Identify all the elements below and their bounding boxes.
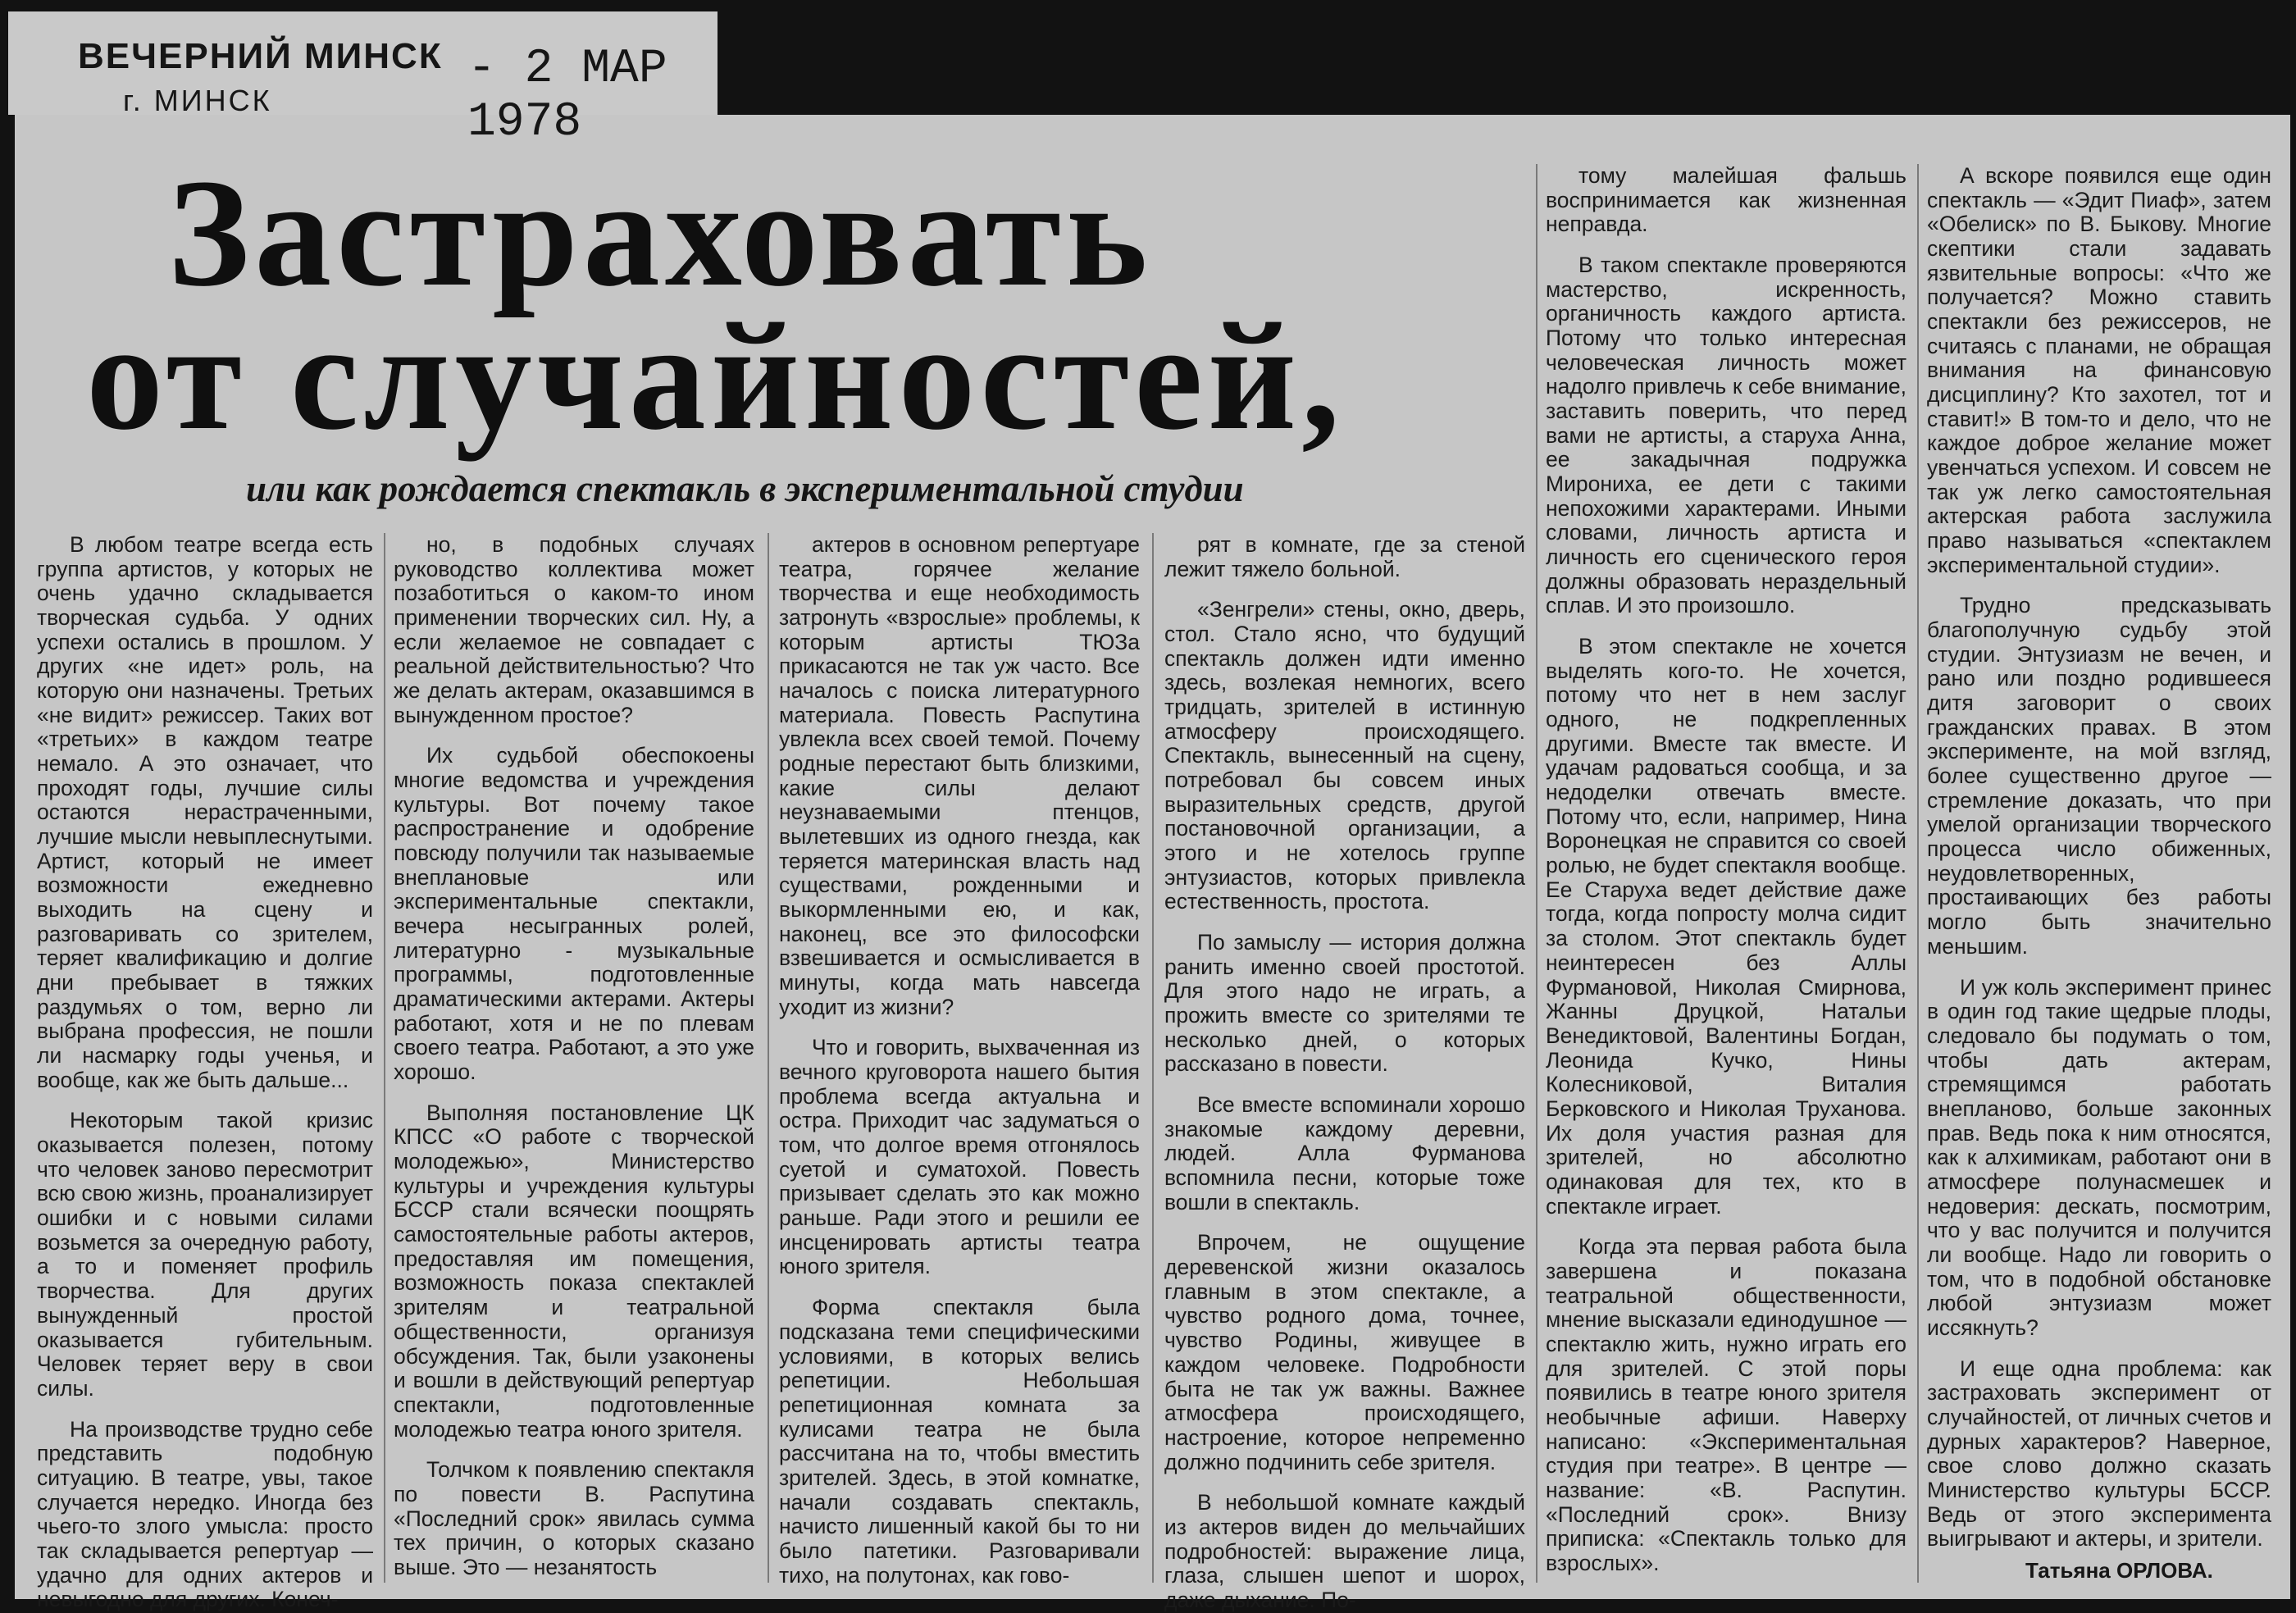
paragraph: рят в комнате, где за стеной лежит тяжело больной.	[1164, 532, 1525, 581]
article-column-5	[1546, 164, 1906, 1583]
article-column-6	[1927, 164, 2271, 1550]
paragraph: Когда эта первая работа была завершена и показана театральной общественности, мнение высказали единодушное — спектаклю жить, нужно играть его для зрителей. С этой поры появились в театре юного зрителя необычные афиши. Наверху написано: «Экспериментальная студия при театре». В центре — название: «В. Распутин. «Последний срок». Внизу приписка: «Спектакль только для взрослых».	[1546, 1234, 1906, 1575]
clipping-label	[8, 11, 718, 149]
paragraph: тому малейшая фальшь воспринимается как жизненная неправда.	[1546, 163, 1906, 237]
paragraph: В этом спектакле не хочется выделять кого-то. Не хочется, потому что нет в нем заслуг одного, не подкрепленных другими. Вместе так вместе. И удачам радоваться сообща, и за недоделки отвечать вместе. Потому что, если, например, Нина Воронецкая не справится со своей ролью, не будет спектакля вообще. Ее Старуха ведет действие даже тогда, когда попросту молча сидит за столом. Этот спектакль будет неинтересен без Аллы Фурмановой, Николая Смирнова, Жанны Друцкой, Натальи Венедиктовой, Валентины Богдан, Леонида Кучко, Нины Колесниковой, Виталия Берковского и Николая Труханова. Их доля участия разная для зрителей, но абсолютно одинаковая для тех, кто в спектакле играет.	[1546, 634, 1906, 1219]
paragraph: «Зенгрели» стены, окно, дверь, стол. Стало ясно, что будущий спектакль должен идти именно здесь, возлекая немногих, всего тридцать, зрителей в истинную атмосферу происходящего. Спектакль, вынесенный на сцену, потребовал бы совсем иных выразительных средств, другой постановочной организации, а этого и не хотелось группе энтузиастов, которых привлекла естественность, простота.	[1164, 597, 1525, 914]
paragraph: На производстве трудно себе представить подобную ситуацию. В театре, увы, такое случается нередко. Иногда без чьего-то злого умысла: просто так складывается репертуар — удачно для одних актеров и невыгодно для других. Конеч-	[37, 1416, 373, 1612]
paragraph: А вскоре появился еще один спектакль — «Эдит Пиаф», затем «Обелиск» по В. Быкову. Многие скептики стали задавать язвительные вопросы: «Что же получается? Можно ставить спектакли без режиссеров, не считаясь с планами, не обращая внимания на финансовую дисциплину? Кто захотел, тот и ставит!» В том-то и дело, что не каждое доброе желание может увенчаться успехом. И совсем не так уж легко самостоятельная актерская работа заслужила право называться «спектаклем экспериментальной студии».	[1927, 163, 2271, 577]
paragraph: В любом театре всегда есть группа артистов, у которых не очень удачно складывается творческая судьба. У одних успехи остались в прошлом. У других «не идет» роль, на которую они назначены. Третьих «не видит» режиссер. Таких вот «третьих» в каждом театре немало. А это означает, что проходят годы, лучшие силы остаются нерастраченными, лучшие мысли невыплеснутыми. Артист, который не имеет возможности ежедневно выходить на сцену и разговаривать со зрителем, теряет квалификацию и долгие дни пребывает в тяжких раздумьях о том, верно ли выбрана профессия, не пошли ли насмарку годы ученья, и вообще, как же быть дальше...	[37, 532, 373, 1092]
article-column-3	[779, 532, 1140, 1588]
article-column-2	[394, 533, 754, 1583]
headline-line-1: Застраховать	[168, 147, 1153, 318]
headline-line-2: от случайностей,	[86, 290, 1346, 462]
author-signature: Татьяна ОРЛОВА.	[2025, 1558, 2213, 1583]
paragraph: По замыслу — история должна ранить именно своей простотой. Для этого надо не играть, а прожить вместе со зрителями те несколько дней, о которых рассказано в повести.	[1164, 930, 1525, 1077]
paragraph: Выполняя постановление ЦК КПСС «О работе с творческой молодежью», Министерство культуры и учреждения культуры БССР стали всячески поощрять самостоятельные работы актеров, предоставляя им помещения, возможность показа спектаклей зрителям и театральной общественности, организуя обсуждения. Так, были узаконены и вошли в действующий репертуар спектакли, подготовленные молодежью театра юного зрителя.	[394, 1100, 754, 1442]
column-divider	[1536, 164, 1538, 1583]
column-divider	[1917, 164, 1919, 1583]
column-divider	[768, 533, 769, 1583]
paragraph: Некоторым такой кризис оказывается полезен, потому что человек заново пересмотрит всю свою жизнь, проанализирует ошибки и с новыми силами возьмется за очередную работу, а то и поменяет профиль творчества. Для других вынужденный простой оказывается губительным. Человек теряет веру в свои силы.	[37, 1108, 373, 1401]
clipping-date-stamp: - 2 МАР 1978	[467, 43, 667, 149]
paragraph: но, в подобных случаях руководство коллектива может позаботиться о каком-то ином применении творческих сил. Ну, а если желаемое не совпадает с реальной действительностью? Что же делать актерам, оказавшимся в вынужденном простое?	[394, 532, 754, 727]
paragraph: Все вместе вспоминали хорошо знакомые каждому деревни, людей. Алла Фурманова вспомнила песни, которые тоже вошли в спектакль.	[1164, 1092, 1525, 1214]
column-divider	[384, 533, 385, 1583]
article-subtitle: или как рождается спектакль в экспериментальной студии	[246, 468, 1244, 509]
paragraph: Что и говорить, выхваченная из вечного круговорота нашего бытия проблема всегда актуальна и остра. Приходит час задуматься о том, что долгое время отгонялось суетой и суматохой. Повесть призывает сделать это как можно раньше. Ради этого и решили ее инсценировать артисты театра юного зрителя.	[779, 1035, 1140, 1279]
paragraph: Их судьбой обеспокоены многие ведомства и учреждения культуры. Вот почему такое распространение и одобрение повсюду получили так называемые внеплановые или экспериментальные спектакли, вечера несыгранных ролей, литературно - музыкальные программы, подготовленные драматическими актерами. Актеры работают, хотя и не по плевам своего театра. Работают, а это уже хорошо.	[394, 743, 754, 1085]
paragraph: Толчком к появлению спектакля по повести В. Распутина «Последний срок» явилась сумма тех причин, о которых сказано выше. Это — незанятость	[394, 1457, 754, 1579]
paragraph: Впрочем, не ощущение деревенской жизни оказалось главным в этом спектакле, а чувство родного дома, точнее, чувство Родины, живущее в каждом человеке. Подробности быта не так уж важны. Важнее атмосфера происходящего, настроение, которое непременно должно подчинить себе зрителя.	[1164, 1230, 1525, 1474]
paragraph: И еще одна проблема: как застраховать эксперимент от случайностей, от личных счетов и дурных характеров? Наверное, свое слово должно сказать Министерство культуры БССР. Ведь от этого эксперимента выигрывают и актеры, и зрители.	[1927, 1356, 2271, 1551]
paragraph: Трудно предсказывать благополучную судьбу этой студии. Энтузиазм не вечен, и рано или поздно родившееся дитя заговорит о своих гражданских правах. В этом эксперименте, на мой взгляд, более существенно другое — стремление доказать, что при умелой организации творческого процесса число обиженных, неудовлетворенных, простаивающих без работы могло быть значительно меньшим.	[1927, 593, 2271, 959]
paragraph: И уж коль эксперимент принес в один год такие щедрые плоды, следовало бы подумать о том, чтобы дать актерам, стремящимся работать внепланово, больше законных прав. Ведь пока к ним относятся, как к алхимикам, работают они в атмосфере полунасмешек и недоверия: дескать, посмотрим, что у вас получится и получится ли вообще. Надо ли говорить о том, что в подобной обстановке любой энтузиазм может иссякнуть?	[1927, 974, 2271, 1340]
column-divider	[1152, 533, 1154, 1583]
paragraph: Форма спектакля была подсказана теми специфическими условиями, в которых велись репетиции. Небольшая репетиционная комната за кулисами театра не была рассчитана на то, чтобы вместить зрителей. Здесь, в этой комнатке, начали создавать спектакль, начисто лишенный какой бы то ни было патетики. Разговаривали тихо, на полутонах, как гово-	[779, 1295, 1140, 1588]
article-column-4	[1164, 532, 1525, 1612]
article-column-1	[37, 532, 373, 1612]
newspaper-name: ВЕЧЕРНИЙ МИНСК	[78, 36, 443, 76]
newspaper-city: г. МИНСК	[123, 84, 272, 117]
paragraph: В небольшой комнате каждый из актеров виден до мельчайших подробностей: выражение лица, глаза, слышен шепот и шорох, даже дыхание. По-	[1164, 1490, 1525, 1612]
paragraph: В таком спектакле проверяются мастерство, искренность, органичность каждого артиста. Потому что только интересная человеческая личность может надолго привлечь к себе внимание, заставить поверить, что перед вами не артисты, а старуха Анна, ее закадычная подружка Мирониха, ее дети с такими непохожими характерами. Иными словами, личность артиста и личность его сценического героя должны образовать нераздельный сплав. И это произошло.	[1546, 253, 1906, 618]
paragraph: актеров в основном репертуаре театра, горячее желание творчества и еще необходимость затронуть «взрослые» проблемы, к которым артисты ТЮЗа прикасаются не так уж часто. Все началось с поиска литературного материала. Повесть Распутина увлекла всех своей темой. Почему родные перестают быть близкими, какие силы делают неузнаваемыми птенцов, вылетевших из одного гнезда, как теряется материнская власть над существами, рожденными и выкормленными ею, и как, наконец, все это философски взвешивается и осмысливается в минуты, когда мать навсегда уходит из жизни?	[779, 532, 1140, 1019]
